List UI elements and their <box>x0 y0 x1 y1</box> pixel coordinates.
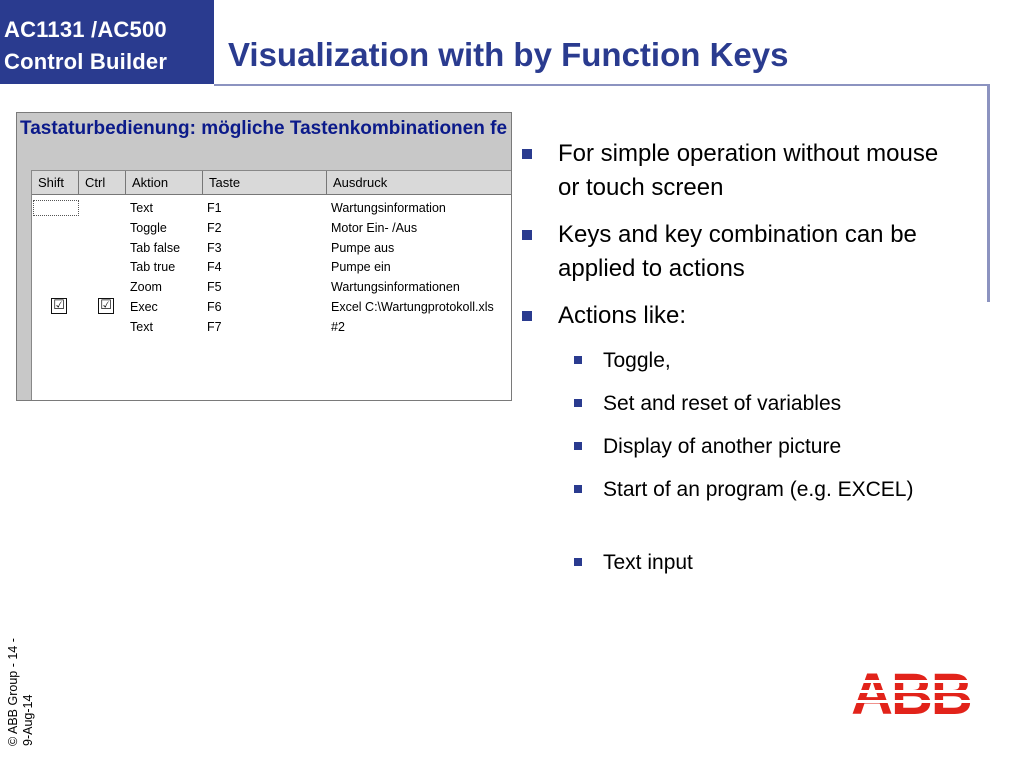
bullet-square-icon <box>522 311 532 321</box>
cell-ausdruck: Pumpe ein <box>331 260 391 275</box>
shift-checkbox[interactable]: ☑ <box>51 298 67 314</box>
column-header-ausdruck[interactable]: Ausdruck <box>327 171 512 195</box>
bullet-text: Toggle, <box>603 349 671 372</box>
brand-line-2: Control Builder <box>4 49 168 74</box>
bullet-text: Keys and key combination can be applied to actions <box>558 221 917 282</box>
cell-aktion: Text <box>130 201 153 215</box>
cell-ausdruck: Motor Ein- /Aus <box>331 220 418 235</box>
bullet-square-icon <box>574 485 582 493</box>
cell-ausdruck: #2 <box>331 319 345 334</box>
dialog-title: Tastaturbedienung: mögliche Tastenkombinationen fe <box>20 118 508 139</box>
table-row[interactable] <box>32 277 511 297</box>
table-row[interactable] <box>32 317 511 337</box>
cell-taste: F5 <box>207 280 222 295</box>
bullet-text: Display of another picture <box>603 435 842 458</box>
footer <box>6 638 36 746</box>
column-header-aktion[interactable]: Aktion <box>126 171 203 195</box>
side-rule <box>987 84 990 302</box>
table-row[interactable] <box>32 297 511 317</box>
column-header-ctrl[interactable]: Ctrl <box>79 171 126 195</box>
ctrl-checkbox[interactable]: ☑ <box>98 298 114 314</box>
slide-title: Visualization with by Function Keys <box>228 36 789 73</box>
cell-aktion: Exec <box>130 300 158 314</box>
footer-date: 9-Aug-14 <box>21 694 35 746</box>
bullet-square-icon <box>574 442 582 450</box>
bullet-text: Set and reset of variables <box>603 392 842 415</box>
cell-aktion: Toggle <box>130 220 167 235</box>
cell-taste: F3 <box>207 240 222 255</box>
cell-aktion: Zoom <box>130 280 162 295</box>
header-rule <box>214 84 990 86</box>
cell-taste: F7 <box>207 319 222 334</box>
bullet-square-icon <box>574 399 582 407</box>
brand-line-1: AC1131 /AC500 <box>4 17 167 42</box>
abb-logo <box>848 666 974 718</box>
cell-aktion: Tab true <box>130 260 176 275</box>
cell-taste: F1 <box>207 201 222 215</box>
bullet-text: For simple operation without mouse or touch screen <box>558 140 939 201</box>
bullet-text: Text input <box>603 551 693 574</box>
brand-box <box>0 0 214 84</box>
keyboard-dialog-screenshot <box>16 112 512 401</box>
footer-copyright: © ABB Group - 14 - <box>6 638 20 746</box>
cell-ausdruck: Wartungsinformation <box>331 201 446 215</box>
table-row[interactable] <box>32 198 511 218</box>
cell-taste: F4 <box>207 260 222 275</box>
bullet-text: Start of an program (e.g. EXCEL) <box>603 478 914 501</box>
abb-logo-mark <box>848 666 974 718</box>
cell-ausdruck: Excel C:\Wartungprotokoll.xls <box>331 300 494 314</box>
focus-cell-indicator <box>33 200 79 216</box>
cell-taste: F2 <box>207 220 222 235</box>
column-header-taste[interactable]: Taste <box>203 171 327 195</box>
bullet-square-icon <box>522 149 532 159</box>
cell-aktion: Tab false <box>130 240 181 255</box>
table-row[interactable] <box>32 257 511 277</box>
bullet-square-icon <box>574 356 582 364</box>
cell-taste: F6 <box>207 300 222 314</box>
dialog-titlebar <box>17 113 511 151</box>
bullet-square-icon <box>574 558 582 566</box>
cell-aktion: Text <box>130 319 153 334</box>
bullet-square-icon <box>522 230 532 240</box>
cell-ausdruck: Wartungsinformationen <box>331 280 460 295</box>
table-row[interactable] <box>32 238 511 258</box>
table-header <box>32 171 511 195</box>
column-header-shift[interactable]: Shift <box>32 171 79 195</box>
bullet-text: Actions like: <box>558 302 687 329</box>
cell-ausdruck: Pumpe aus <box>331 240 395 255</box>
table-row[interactable] <box>32 218 511 238</box>
